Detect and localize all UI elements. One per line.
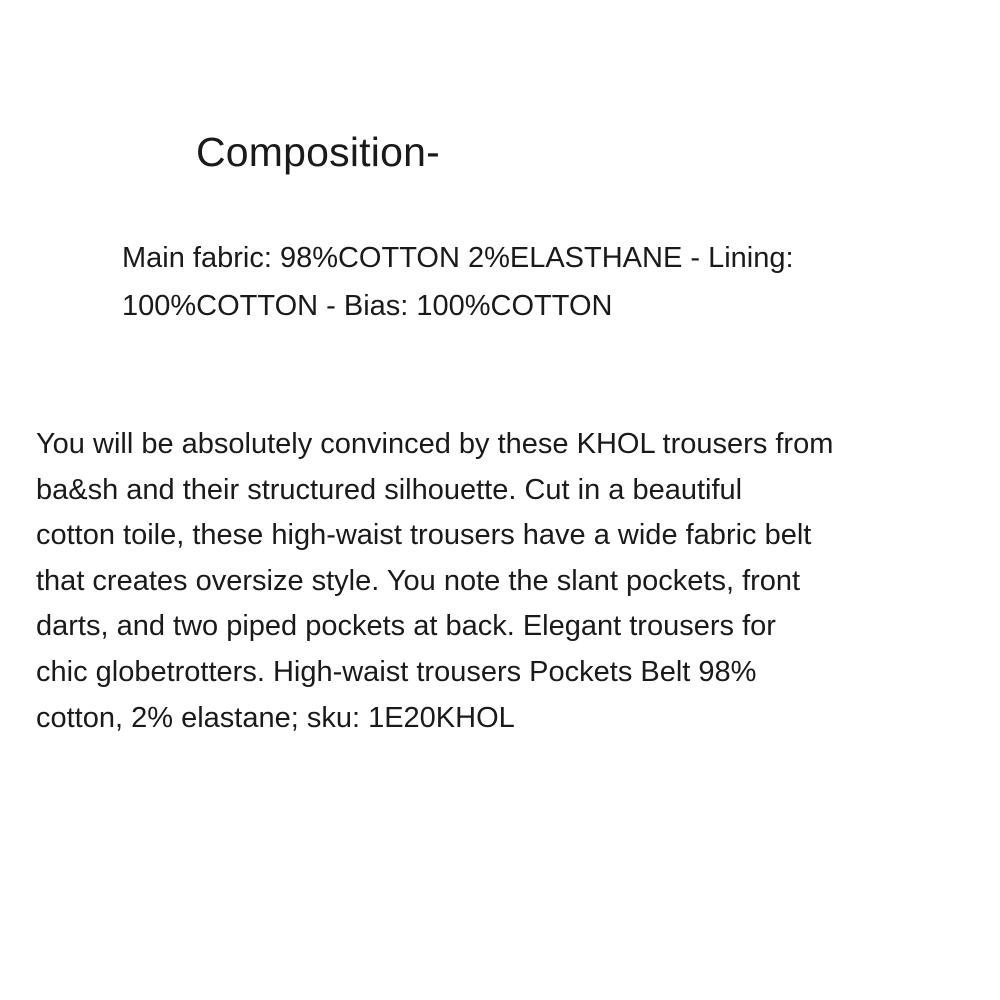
description-line: cotton, 2% elastane; sku: 1E20KHOL bbox=[36, 701, 515, 734]
composition-line: Main fabric: 98%COTTON 2%ELASTHANE - Lining: bbox=[122, 242, 794, 274]
composition-heading: Composition- bbox=[196, 129, 440, 175]
composition-line: 100%COTTON - Bias: 100%COTTON bbox=[122, 290, 613, 322]
description-line: that creates oversize style. You note the slant pockets, front bbox=[36, 564, 801, 597]
description-line: cotton toile, these high-waist trousers have a wide fabric belt bbox=[36, 519, 812, 552]
description-line: darts, and two piped pockets at back. Elegant trousers for bbox=[36, 610, 776, 643]
product-description bbox=[36, 422, 971, 741]
description-line: chic globetrotters. High-waist trousers Pockets Belt 98% bbox=[36, 655, 757, 688]
description-line: You will be absolutely convinced by these KHOL trousers from bbox=[36, 428, 834, 460]
description-line: ba&sh and their structured silhouette. Cut in a beautiful bbox=[36, 473, 743, 506]
composition-text bbox=[122, 234, 962, 330]
